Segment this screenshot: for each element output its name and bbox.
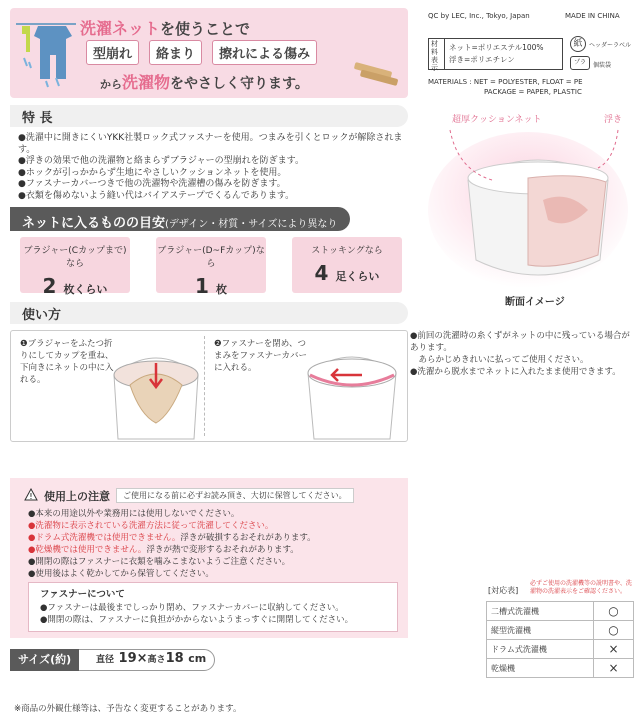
plastic-recycle-icon [570,56,590,70]
paper-recycle-label: 紙 [573,39,583,49]
note-item: ●洗濯から脱水までネットに入れたまま使用できます。 [410,367,621,377]
caution-item: ●開閉の際はファスナーに衣類を噛みこまないようご注意ください。 [28,557,291,567]
feature-item: ●ファスナーカバーつきで他の洗濯物や洗濯槽の傷みを防ぎます。 [18,179,286,189]
size-values [96,651,206,666]
zipper-item: ●開閉の際は、ファスナーに負担がかからないようまっすぐに開閉してください。 [40,615,354,625]
hero-line3 [100,70,309,93]
feature-item: ●衣類を傷めないよう縫い代はバイアステープでくるんであります。 [18,190,295,201]
guide-title: ネットに入るものの目安 [22,216,166,231]
qc-text: QC by LEC, Inc., Tokyo, Japan [428,12,530,20]
hero-laundry-text: 洗濯物 [122,73,171,92]
paper-recycle-icon [570,36,586,52]
compat-name: 二槽式洗濯機 [487,602,594,621]
features-header-bar [10,105,408,127]
compat-name: ドラム式洗濯機 [487,640,594,659]
caution-item: ●使用後はよく乾かしてから保管してください。 [28,569,214,579]
note-item: ●前回の洗濯時の糸くずがネットの中に残っている場合があります。 [410,331,630,353]
compat-title: [対応表] [488,586,519,595]
compat-table [486,601,634,678]
guide-card-unit: 枚 [215,283,227,296]
size-height: 18 [165,651,184,666]
feature-item: ●浮きの効果で他の洗濯物と絡まらずブラジャーの型崩れを防ぎます。 [18,156,304,166]
right-notes [410,330,635,378]
material-label: 材料表示 [429,39,445,69]
hero-line1 [80,16,250,39]
caution-title: 使用上の注意 [44,489,110,503]
caution-sub: ご使用になる前に必ずお読み頂き、大切に保管してください。 [116,488,354,503]
size-times: × [136,651,148,666]
caution-item-rest: 浮きが破損するおそれがあります。 [180,533,316,543]
caution-item-mixed [28,532,403,544]
footnote: ※商品の外観仕様等は、予告なく変更することがあります。 [14,704,242,714]
float-label: 浮き [604,115,623,125]
hero-line3-c: をやさしく守ります。 [170,76,309,92]
guide-card-value [156,274,266,298]
guide-card-unit: 枚くらい [63,283,108,296]
hero-tags [86,40,317,65]
caution-item-rest: 浮きが熱で変形するおそれがあります。 [146,545,299,555]
howto-step1: ❶ブラジャーをふたつ折りにしてカップを重ね、下向きにネットの中に入れる。 [20,339,114,385]
guide-card-label: ブラジャー(Cカップまで)なら [23,246,127,269]
guide-card-value [292,261,402,285]
clothespin-icon [350,60,402,90]
plastic-recycle-label: プラ [573,59,586,66]
compat-mark: × [594,640,634,659]
material-float: 浮き=ポリエチレン [449,55,515,64]
compat-name: 縦型洗濯機 [487,621,594,640]
hero-line1-rest: を使うことで [160,20,251,38]
laundry-clothes-illustration [16,18,76,88]
svg-text:!: ! [29,492,33,501]
tag-shape-loss: 型崩れ [86,40,139,65]
warning-icon [24,486,38,505]
cross-section-caption: 断面イメージ [505,297,565,308]
compat-row [487,640,634,659]
guide-card-label: ストッキングなら [311,246,383,256]
caution-item-red: ●乾燥機では使用できません。 [28,545,147,555]
net-cross-section-illustration [428,120,638,290]
material-table [428,38,563,70]
zipper-list [40,602,390,626]
cushion-net-label: 超厚クッションネット [452,115,542,125]
feature-item: ●ホックが引っかからず生地にやさしいクッションネットを使用。 [18,167,287,178]
material-net: ネット=ポリエステル100% [449,43,544,52]
made-in-text: MADE IN CHINA [565,12,620,20]
guide-card-value [20,274,130,298]
materials-english-1: MATERIALS : NET = POLYESTER, FLOAT = PE [428,78,583,86]
caution-item-red: ●ドラム式洗濯機では使用できません。 [28,533,181,543]
size-height-label: 高さ [147,655,166,665]
guide-card-label: ブラジャー(D~Fカップ)なら [157,246,265,269]
caution-item-mixed [28,544,403,556]
features-title: 特 長 [22,111,53,126]
tag-abrasion: 擦れによる傷み [212,40,317,65]
size-unit: cm [188,652,207,665]
zipper-title: ファスナーについて [40,589,125,600]
guide-card-bra-c [20,237,130,298]
caution-list [28,508,403,580]
note-item: あらかじめきれいに払ってご使用ください。 [410,355,589,365]
materials-english-2: PACKAGE = PAPER, PLASTIC [484,88,582,96]
compat-mark: × [594,659,634,678]
caution-header [24,486,354,505]
compat-note: 必ずご使用の洗濯機等の説明書や、洗濯物の洗濯表示をご確認ください。 [530,580,632,595]
feature-item: ●洗濯中に開きにくいYKK社製ロック式ファスナーを使用。つまみを引くとロックが解除されます。 [18,133,403,155]
guide-card-stocking [292,237,402,293]
guide-card-num: 2 [42,274,57,298]
howto-divider [204,336,205,436]
guide-card-unit: 足くらい [335,270,380,283]
zipped-net-illustration [302,345,402,441]
hanger-label-text: ヘッダーラベル [589,42,632,49]
guide-card-num: 1 [195,274,209,298]
features-list [18,133,408,202]
howto-title: 使い方 [22,308,62,323]
packaging-text: 個装袋 [593,62,612,69]
zipper-item: ●ファスナーは最後までしっかり閉め、ファスナーカバーに収納してください。 [40,603,344,613]
compat-row [487,621,634,640]
guide-note: (デザイン・材質・サイズにより異なり [165,219,338,230]
caution-item: ●本来の用途以外や業務用には使用しないでください。 [28,509,240,519]
compat-row [487,659,634,678]
caution-item-red: ●洗濯物に表示されている洗濯方法に従って洗濯してください。 [28,521,274,531]
howto-step2: ❷ファスナーを閉め、つまみをファスナーカバーに入れる。 [214,339,307,373]
howto-header-bar [10,302,408,324]
size-diameter-label: 直径 [96,655,115,665]
tag-tangle: 絡まり [149,40,202,65]
hero-line3-a: から [100,78,122,91]
size-diameter: 19 [118,651,137,666]
hero-net-text: 洗濯ネット [80,19,161,38]
guide-card-num: 4 [314,261,329,285]
compat-mark: ○ [594,621,634,640]
compat-row [487,602,634,621]
compat-mark: ○ [594,602,634,621]
guide-card-bra-df [156,237,266,298]
size-label: サイズ(約) [10,649,79,671]
guide-header [10,207,350,231]
compat-name: 乾燥機 [487,659,594,678]
material-values [445,39,548,69]
bra-in-net-illustration [110,345,202,441]
